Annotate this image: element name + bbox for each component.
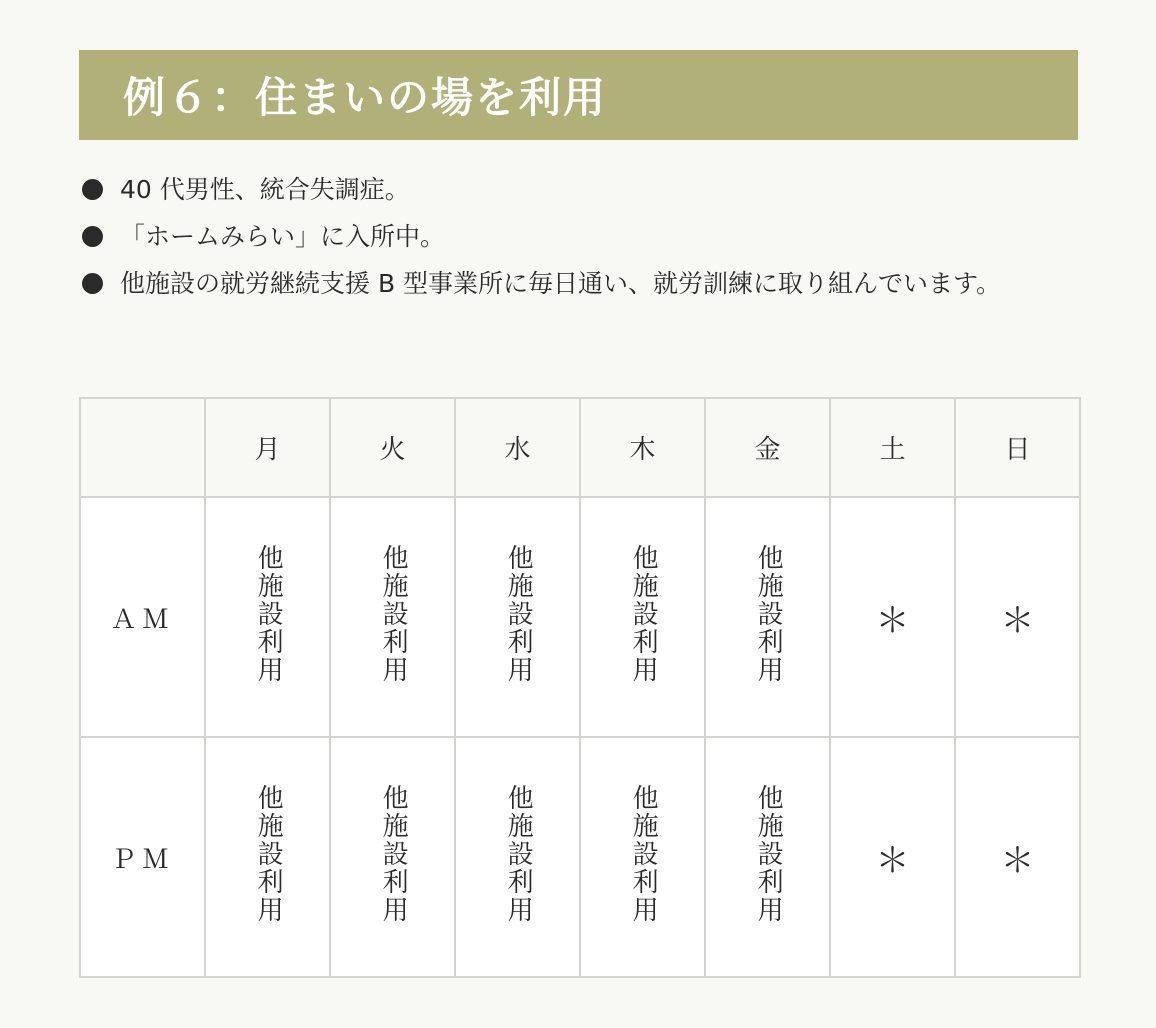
schedule-cell — [580, 737, 705, 977]
schedule-cell — [705, 737, 830, 977]
section-title-bar — [79, 50, 1078, 140]
cell-text: 他施設利用 — [378, 783, 409, 924]
bullet-text: 他施設の就労継続支援 B 型事業所に毎日通い、就労訓練に取り組んでいます。 — [120, 269, 1002, 298]
asterisk-mark: ＊ — [875, 840, 910, 881]
bullet-text: 「ホームみらい」に入所中。 — [120, 222, 446, 251]
schedule-cell — [830, 737, 955, 977]
schedule-row-am — [80, 497, 1080, 737]
cell-text: 他施設利用 — [753, 783, 784, 924]
schedule-row-pm — [80, 737, 1080, 977]
schedule-header-row — [80, 398, 1080, 497]
schedule-cell — [580, 497, 705, 737]
day-header-sat: 土 — [830, 398, 955, 497]
schedule-cell — [955, 737, 1080, 977]
schedule-cell — [455, 737, 580, 977]
day-header-wed: 水 — [455, 398, 580, 497]
day-header-thu: 木 — [580, 398, 705, 497]
cell-text: 他施設利用 — [628, 783, 659, 924]
schedule-cell — [955, 497, 1080, 737]
row-label-pm: ＰＭ — [80, 737, 205, 977]
cell-text: 他施設利用 — [753, 543, 784, 684]
asterisk-mark: ＊ — [875, 600, 910, 641]
cell-text: 他施設利用 — [378, 543, 409, 684]
bullet-item-residence — [79, 213, 1089, 260]
day-header-fri: 金 — [705, 398, 830, 497]
day-header-mon: 月 — [205, 398, 330, 497]
bullet-item-activity — [79, 260, 1089, 307]
schedule-cell — [205, 737, 330, 977]
bullet-dot-icon — [82, 273, 103, 294]
schedule-cell — [330, 497, 455, 737]
cell-text: 他施設利用 — [253, 783, 284, 924]
cell-text: 他施設利用 — [253, 543, 284, 684]
day-header-sun: 日 — [955, 398, 1080, 497]
asterisk-mark: ＊ — [1000, 600, 1035, 641]
schedule-cell — [330, 737, 455, 977]
day-header-tue: 火 — [330, 398, 455, 497]
cell-text: 他施設利用 — [503, 543, 534, 684]
bullet-dot-icon — [82, 226, 103, 247]
bullet-item-age — [79, 166, 1089, 213]
bullet-text: 40 代男性、統合失調症。 — [120, 175, 410, 204]
corner-cell — [80, 398, 205, 497]
bullet-dot-icon — [82, 179, 103, 200]
page-title: 例６：住まいの場を利用 — [123, 73, 608, 122]
row-label-am: ＡＭ — [80, 497, 205, 737]
profile-bullet-list — [79, 166, 1089, 307]
cell-text: 他施設利用 — [628, 543, 659, 684]
schedule-cell — [455, 497, 580, 737]
cell-text: 他施設利用 — [503, 783, 534, 924]
asterisk-mark: ＊ — [1000, 840, 1035, 881]
schedule-cell — [705, 497, 830, 737]
schedule-cell — [205, 497, 330, 737]
schedule-cell — [830, 497, 955, 737]
weekly-schedule-table — [79, 397, 1081, 978]
